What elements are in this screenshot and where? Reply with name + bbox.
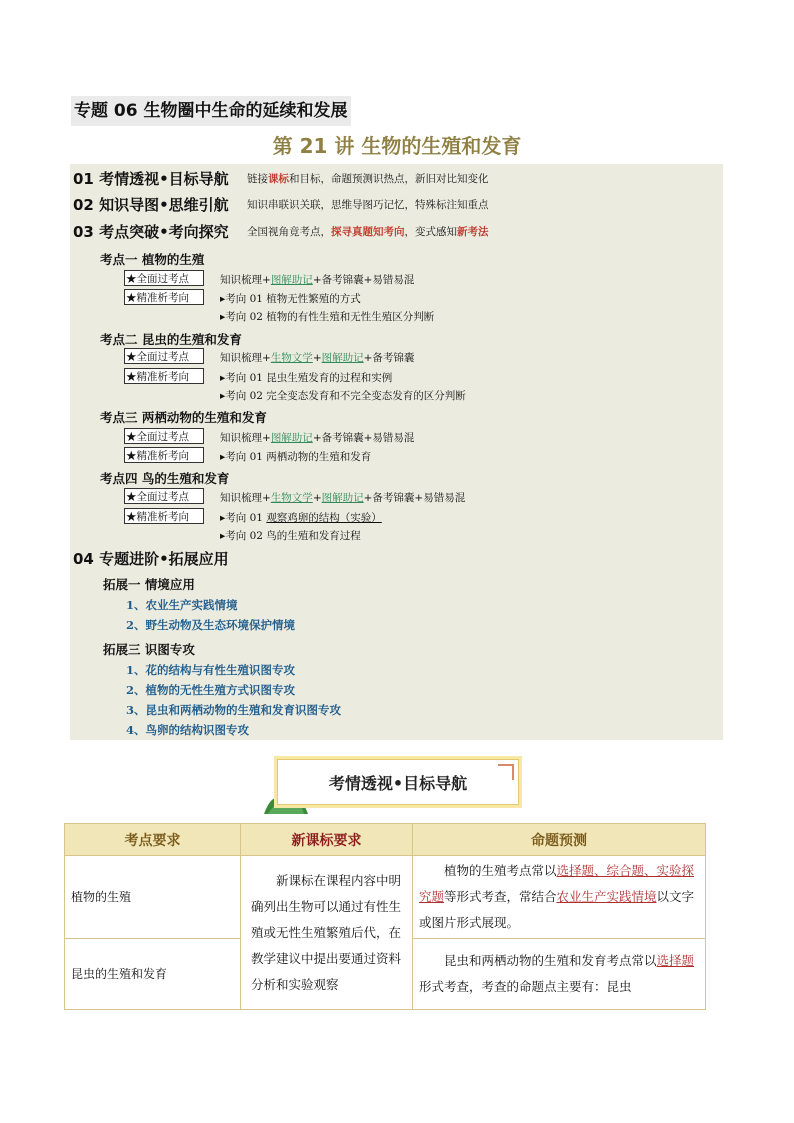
kp1-line1: 知识梳理+图解助记+备考锦囊+易错易混 (220, 274, 415, 286)
ext1-title: 拓展一 情境应用 (103, 577, 195, 592)
table-row (65, 856, 706, 939)
kp3-tag-analysis: ★精准析考向 (124, 447, 204, 463)
cell-kp-1: 植物的生殖 (65, 856, 241, 939)
section-03-title: 03 考点突破•考向探究 (73, 223, 229, 241)
kp2-line3: ▸考向 02 完全变态发育和不完全变态发育的区分判断 (220, 390, 466, 402)
ext1-item-1: 1、农业生产实践情境 (126, 598, 238, 612)
section-01-desc: 链接课标和目标，命题预测识热点，新旧对比知变化 (247, 173, 489, 185)
section-01-title: 01 考情透视•目标导航 (73, 170, 229, 188)
kp2-tag-review: ★全面过考点 (124, 348, 204, 364)
kp4-tag-review: ★全面过考点 (124, 488, 204, 504)
kp4-line3: ▸考向 02 鸟的生殖和发育过程 (220, 530, 361, 542)
ext3-item-2: 2、植物的无性生殖方式识图专攻 (126, 683, 295, 697)
section-04-title: 04 专题进阶•拓展应用 (73, 550, 229, 568)
cell-prediction-2: 昆虫和两栖动物的生殖和发育考点常以选择题形式考查，考查的命题点主要有：昆虫 (413, 939, 706, 1010)
ext1-item-2: 2、野生动物及生态环境保护情境 (126, 618, 295, 632)
banner-title: 考情透视•目标导航 (277, 759, 519, 805)
section-banner (274, 756, 522, 808)
kp3-line1: 知识梳理+图解助记+备考锦囊+易错易混 (220, 432, 415, 444)
table-header-row (65, 824, 706, 856)
ext3-title: 拓展三 识图专攻 (103, 642, 195, 657)
kp4-line2: ▸考向 01 观察鸡卵的结构（实验） (220, 512, 382, 524)
section-02-desc: 知识串联识关联，思维导图巧记忆，特殊标注知重点 (247, 199, 489, 211)
banner-corner-mark-vertical (512, 764, 514, 780)
header-kp: 考点要求 (65, 824, 241, 856)
ext3-item-4: 4、鸟卵的结构识图专攻 (126, 723, 250, 737)
kp2-tag-analysis: ★精准析考向 (124, 368, 204, 384)
kp1-title: 考点一 植物的生殖 (100, 252, 205, 267)
kp4-line1: 知识梳理+生物文学+图解助记+备考锦囊+易错易混 (220, 492, 466, 504)
kp3-tag-review: ★全面过考点 (124, 428, 204, 444)
section-03-desc: 全国视角竟考点，探寻真题知考向，变式感知新考法 (247, 226, 489, 238)
cell-kp-2: 昆虫的生殖和发育 (65, 939, 241, 1010)
header-new-standard: 新课标要求 (241, 824, 413, 856)
kp1-tag-analysis: ★精准析考向 (124, 289, 204, 305)
lecture-title: 第 21 讲 生物的生殖和发育 (272, 134, 522, 158)
kp1-tag-review: ★全面过考点 (124, 270, 204, 286)
requirements-table (64, 823, 706, 1010)
kp2-line2: ▸考向 01 昆虫生殖发育的过程和实例 (220, 372, 393, 384)
kp3-line2: ▸考向 01 两栖动物的生殖和发育 (220, 451, 372, 463)
kp3-title: 考点三 两栖动物的生殖和发育 (100, 410, 267, 425)
kp4-title: 考点四 鸟的生殖和发育 (100, 471, 230, 486)
ext3-item-3: 3、昆虫和两栖动物的生殖和发育识图专攻 (126, 703, 341, 717)
section-02-title: 02 知识导图•思维引航 (73, 196, 229, 214)
kp2-line1: 知识梳理+生物文学+图解助记+备考锦囊 (220, 352, 415, 364)
ext3-item-1: 1、花的结构与有性生殖识图专攻 (126, 663, 295, 677)
cell-new-standard: 新课标在课程内容中明确列出生物可以通过有性生殖或无性生殖繁殖后代，在教学建议中提出要通过资料分析和实验观察 (241, 856, 413, 1010)
kp1-line3: ▸考向 02 植物的有性生殖和无性生殖区分判断 (220, 311, 435, 323)
topic-title: 专题 06 生物圈中生命的延续和发展 (71, 96, 351, 126)
kp4-tag-analysis: ★精准析考向 (124, 508, 204, 524)
kp2-title: 考点二 昆虫的生殖和发育 (100, 332, 242, 347)
header-prediction: 命题预测 (413, 824, 706, 856)
kp1-line2: ▸考向 01 植物无性繁殖的方式 (220, 293, 361, 305)
cell-prediction-1: 植物的生殖考点常以选择题、综合题、实验探究题等形式考查，常结合农业生产实践情境以文字或图片形式展现。 (413, 856, 706, 939)
navigation-box (70, 164, 723, 740)
